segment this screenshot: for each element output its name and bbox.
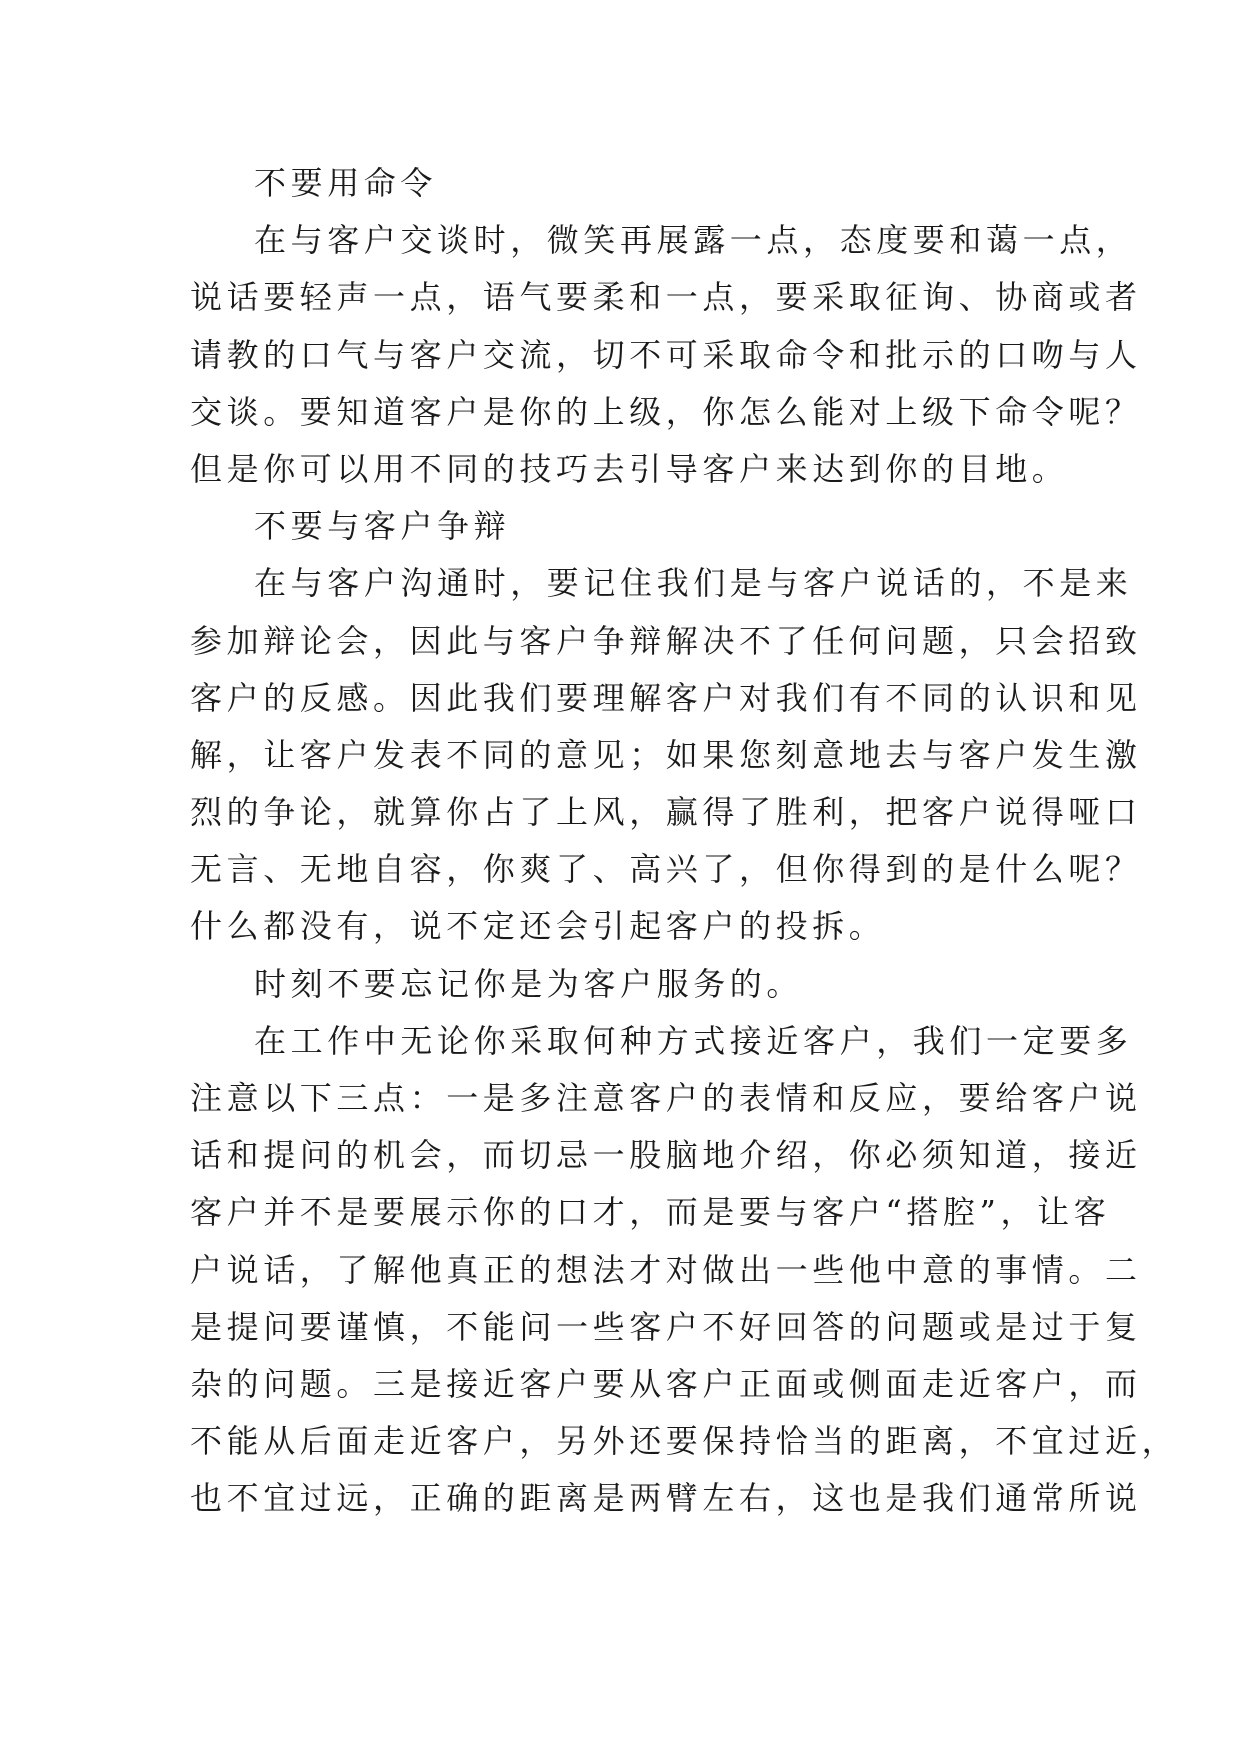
text-line: 说话要轻声一点，语气要柔和一点，要采取征询、协商或者 xyxy=(190,278,1142,317)
text-line: 参加辩论会，因此与客户争辩解决不了任何问题，只会招致 xyxy=(190,621,1142,660)
paragraph-first-line: 不要与客户争辩 xyxy=(254,507,511,546)
text-line: 是提问要谨慎，不能问一些客户不好回答的问题或是过于复 xyxy=(190,1307,1142,1346)
text-line: 不能从后面走近客户，另外还要保持恰当的距离，不宜过近， xyxy=(190,1422,1179,1461)
text-line: 解，让客户发表不同的意见；如果您刻意地去与客户发生激 xyxy=(190,735,1142,774)
paragraph-first-line: 在工作中无论你采取何种方式接近客户，我们一定要多 xyxy=(254,1021,1133,1060)
paragraph-first-line: 不要用命令 xyxy=(254,164,438,202)
text-line: 但是你可以用不同的技巧去引导客户来达到你的目地。 xyxy=(190,449,1069,488)
text-line: 什么都没有，说不定还会引起客户的投拆。 xyxy=(190,907,886,946)
text-line: 客户的反感。因此我们要理解客户对我们有不同的认识和见 xyxy=(190,678,1142,717)
text-line: 注意以下三点：一是多注意客户的表情和反应，要给客户说 xyxy=(190,1079,1142,1117)
text-line: 话和提问的机会，而切忌一股脑地介绍，你必须知道，接近 xyxy=(190,1136,1142,1175)
text-line: 杂的问题。三是接近客户要从客户正面或侧面走近客户，而 xyxy=(190,1364,1142,1403)
document-body xyxy=(190,155,1179,1528)
text-line: 交谈。要知道客户是你的上级，你怎么能对上级下命令呢？ xyxy=(190,392,1142,431)
text-line: 请教的口气与客户交流，切不可采取命令和批示的口吻与人 xyxy=(190,335,1142,374)
paragraph-first-line: 时刻不要忘记你是为客户服务的。 xyxy=(254,964,804,1003)
text-line: 无言、无地自容，你爽了、高兴了，但你得到的是什么呢？ xyxy=(190,850,1142,889)
paragraph-first-line: 在与客户沟通时，要记住我们是与客户说话的，不是来 xyxy=(254,564,1133,603)
paragraph-first-line: 在与客户交谈时，微笑再展露一点，态度要和蔼一点， xyxy=(254,221,1133,260)
text-line: 户说话，了解他真正的想法才对做出一些他中意的事情。二 xyxy=(190,1250,1142,1289)
text-line: 也不宜过远，正确的距离是两臂左右，这也是我们通常所说 xyxy=(190,1479,1142,1518)
text-line: 客户并不是要展示你的口才，而是要与客户“搭腔”，让客 xyxy=(190,1193,1111,1232)
text-line: 烈的争论，就算你占了上风，赢得了胜利，把客户说得哑口 xyxy=(190,793,1142,832)
